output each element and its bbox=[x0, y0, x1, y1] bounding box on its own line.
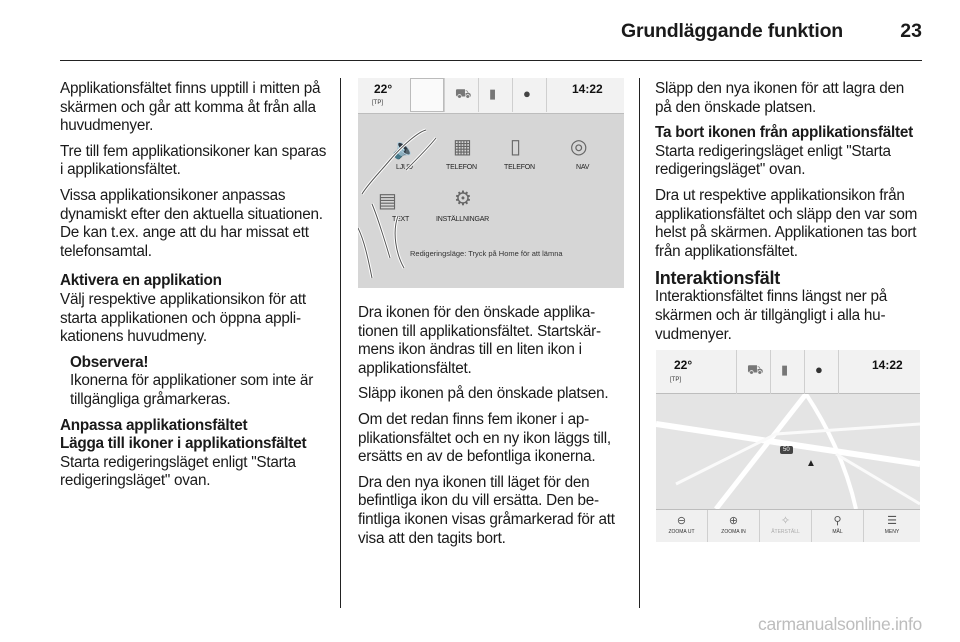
app-label: LJUD bbox=[396, 164, 413, 171]
menu-button[interactable]: ☰ MENY bbox=[864, 510, 920, 542]
paragraph: Applikationsfältet finns upptill i mitten på skärmen och går att komma åt från alla huvudmenyer. bbox=[60, 80, 321, 135]
note-text: Ikonerna för applikationer som inte är tillgängliga gråmarkeras. bbox=[70, 372, 314, 408]
phone-icon: ▮ bbox=[489, 86, 497, 101]
column-divider-1 bbox=[340, 78, 341, 608]
interaction-bar bbox=[656, 509, 920, 542]
app-bar-slot bbox=[512, 78, 546, 112]
compass-icon: ◎ bbox=[570, 136, 588, 158]
road-number-badge: 50 bbox=[780, 446, 793, 454]
heading-activate-app: Aktivera en applikation bbox=[60, 272, 222, 290]
app-label: INSTÄLLNINGAR bbox=[436, 216, 490, 223]
map-view bbox=[656, 394, 920, 509]
map-screenshot bbox=[656, 350, 920, 542]
paragraph: Dra ikonen för den önskade applikationen till applikationsfältet. Startskärmens ikon ändras till en liten ikon i applikationsfältet. bbox=[358, 304, 602, 377]
paragraph: Släpp den nya ikonen för att lagra den på den önskade platsen. bbox=[655, 80, 905, 116]
watermark: carmanualsonline.info bbox=[758, 614, 922, 634]
zoom-out-icon: ⊖ bbox=[676, 515, 687, 527]
zoom-in-button[interactable]: ⊕ ZOOMA IN bbox=[708, 510, 760, 542]
destination-search-icon: ⚲ bbox=[833, 515, 842, 527]
note-box bbox=[60, 354, 328, 410]
text-icon: ▤ bbox=[378, 190, 397, 212]
phone-icon: ▮ bbox=[781, 362, 789, 377]
heading-remove-icon: Ta bort ikonen från applikationsfältet bbox=[655, 124, 913, 142]
heading-interaction-bar: Interaktionsfält bbox=[655, 268, 781, 289]
menu-icon: ☰ bbox=[887, 515, 897, 527]
app-bar-slot-empty bbox=[410, 78, 444, 112]
car-icon: ⛟ bbox=[455, 86, 472, 101]
paragraph: Vissa applikationsikoner anpassas dynamiskt efter den aktuella situationen. De kan t.ex. ange att du har missat ett telefonsamtal. bbox=[60, 186, 323, 260]
temperature-readout: 22° bbox=[374, 82, 393, 96]
heading-add-icons: Lägga till ikoner i applikationsfältet bbox=[60, 435, 307, 453]
app-label: TEXT bbox=[392, 216, 410, 223]
clock: 14:22 bbox=[572, 82, 603, 96]
left-column bbox=[60, 80, 328, 498]
gear-icon: ⚙ bbox=[454, 188, 472, 210]
app-label: TELEFON bbox=[446, 164, 477, 171]
paragraph: Om det redan finns fem ikoner i applikationsfältet och en ny ikon läggs till, ersätts en av de befontliga ikonerna. bbox=[358, 410, 611, 466]
record-icon: ● bbox=[523, 86, 531, 101]
tp-indicator: [TP] bbox=[372, 100, 384, 106]
edit-mode-hint: Redigeringsläge: Tryck på Home för att lämna bbox=[410, 249, 563, 258]
page-number: 23 bbox=[900, 20, 922, 42]
smartphone-icon: ▯ bbox=[510, 136, 522, 158]
app-bar-slot bbox=[478, 78, 512, 112]
app-bar-slot bbox=[770, 350, 804, 394]
app-label: NAV bbox=[576, 164, 590, 171]
column-divider-2 bbox=[639, 78, 640, 608]
zoom-out-button[interactable]: ⊖ ZOOMA UT bbox=[656, 510, 708, 542]
paragraph: Dra ut respektive applikationsikon från applikationsfältet och släpp den var som helst på skärmen. Applikationen tas bort från applikationsfältet. bbox=[655, 186, 918, 260]
right-column bbox=[655, 80, 923, 351]
app-label: TELEFON bbox=[504, 164, 535, 171]
edit-mode-screenshot bbox=[358, 78, 624, 288]
app-bar-slot bbox=[736, 350, 770, 394]
paragraph: Starta redigeringsläget enligt "Starta redigeringsläget" ovan. bbox=[655, 142, 891, 179]
zoom-in-icon: ⊕ bbox=[728, 515, 739, 527]
page-title: Grundläggande funktion bbox=[620, 20, 843, 42]
speaker-icon: 🔈 bbox=[392, 138, 417, 160]
middle-column bbox=[358, 304, 628, 555]
paragraph: Starta redigeringsläget enligt "Starta redigeringsläget" ovan. bbox=[60, 453, 296, 490]
reset-position-icon: ✧ bbox=[780, 515, 791, 527]
paragraph: Tre till fem applikationsikoner kan sparas i applikationsfältet. bbox=[60, 142, 327, 179]
reset-button[interactable]: ✧ ÅTERSTÄLL bbox=[760, 510, 812, 542]
app-bar-slot bbox=[444, 78, 478, 112]
destination-button[interactable]: ⚲ MÅL bbox=[812, 510, 864, 542]
paragraph: Välj respektive applikationsikon för att starta applikationen och öppna applikationens huvudmeny. bbox=[60, 290, 306, 346]
temperature-readout: 22° bbox=[674, 358, 693, 372]
clock: 14:22 bbox=[872, 358, 903, 372]
heading-customize-bar: Anpassa applikationsfältet bbox=[60, 416, 248, 434]
note-title: Observera! bbox=[70, 353, 149, 371]
hand-gesture-illustration bbox=[358, 108, 468, 288]
paragraph: Släpp ikonen på den önskade platsen. bbox=[358, 385, 609, 403]
car-icon: ⛟ bbox=[747, 362, 764, 377]
tp-indicator: [TP] bbox=[670, 377, 682, 383]
app-bar-slot bbox=[804, 350, 838, 394]
paragraph: Dra den nya ikonen till läget för den befintliga ikon du vill ersätta. Den befintliga ikonen visas gråmarkerad för att visa att den tagits bort. bbox=[358, 473, 615, 547]
app-bar-slot bbox=[838, 350, 872, 394]
paragraph: Interaktionsfältet finns längst ner på skärmen och är tillgängligt i alla huvudmenyer. bbox=[655, 288, 887, 343]
phone-keypad-icon: ▦ bbox=[453, 136, 472, 158]
header-divider bbox=[60, 60, 922, 61]
navigation-icon: ● bbox=[815, 362, 823, 377]
vehicle-position-icon: ▲ bbox=[806, 458, 816, 469]
application-bar bbox=[656, 350, 920, 394]
